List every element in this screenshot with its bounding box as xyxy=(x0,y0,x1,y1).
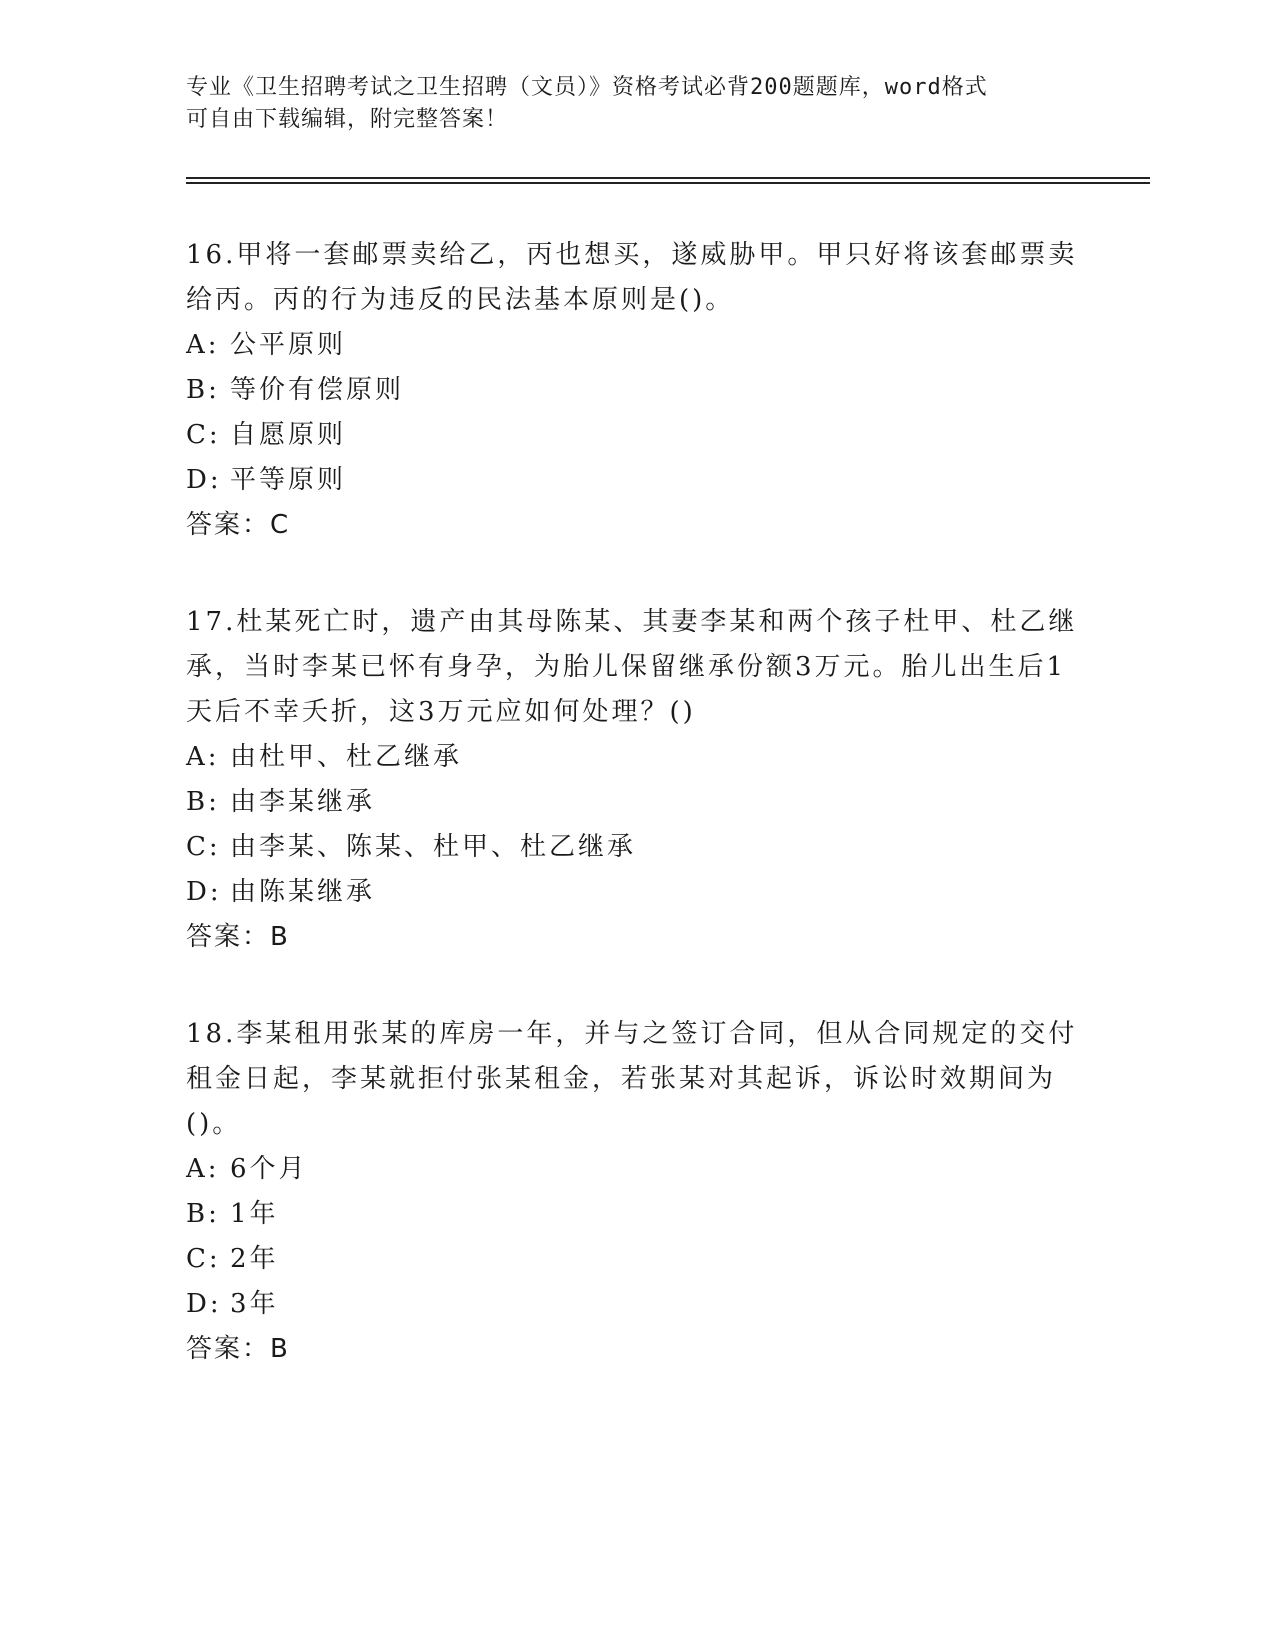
option-text: 等价有偿原则 xyxy=(230,375,405,405)
header-line-1: 专业《卫生招聘考试之卫生招聘（文员）》资格考试必背200题题库，word格式 xyxy=(186,75,988,100)
question-stem: 16.甲将一套邮票卖给乙，丙也想买，遂威胁甲。甲只好将该套邮票卖给丙。丙的行为违反的民法基本原则是()。 xyxy=(186,240,1078,315)
answer-label: 答案：B xyxy=(186,1334,290,1364)
answer-label: 答案：C xyxy=(186,510,291,540)
option-text: 公平原则 xyxy=(230,330,347,360)
option-text: 6个月 xyxy=(230,1154,308,1184)
question-stem: 18.李某租用张某的库房一年，并与之签订合同，但从合同规定的交付租金日起，李某就拒付张某租金，若张某对其起诉，诉讼时效期间为()。 xyxy=(186,1019,1078,1139)
option-text: 2年 xyxy=(230,1244,279,1274)
header-divider-top xyxy=(186,177,1150,179)
option-letter: A: xyxy=(186,1154,220,1184)
option-letter: A: xyxy=(186,330,220,360)
question-stem: 17.杜某死亡时，遗产由其母陈某、其妻李某和两个孩子杜甲、杜乙继承，当时李某已怀有身孕，为胎儿保留继承份额3万元。胎儿出生后1天后不幸夭折，这3万元应如何处理？() xyxy=(186,607,1078,727)
option-text: 由陈某继承 xyxy=(230,877,376,907)
option-b xyxy=(186,368,1086,413)
option-letter: A: xyxy=(186,742,220,772)
option-a xyxy=(186,735,1086,780)
question-16 xyxy=(186,233,1086,548)
option-a xyxy=(186,1147,1086,1192)
option-d xyxy=(186,1282,1086,1327)
option-letter: B: xyxy=(186,787,220,817)
option-d xyxy=(186,458,1086,503)
option-text: 自愿原则 xyxy=(230,420,347,450)
option-letter: C: xyxy=(186,1244,221,1274)
option-letter: B: xyxy=(186,1199,220,1229)
option-text: 3年 xyxy=(230,1289,279,1319)
header-line-2: 可自由下载编辑，附完整答案！ xyxy=(186,107,509,132)
answer-label: 答案：B xyxy=(186,922,290,952)
option-letter: C: xyxy=(186,832,221,862)
option-d xyxy=(186,870,1086,915)
option-letter: D: xyxy=(186,877,222,907)
option-b xyxy=(186,1192,1086,1237)
question-18 xyxy=(186,1012,1086,1372)
option-b xyxy=(186,780,1086,825)
option-text: 平等原则 xyxy=(230,465,347,495)
option-text: 由李某、陈某、杜甲、杜乙继承 xyxy=(230,832,637,862)
option-letter: C: xyxy=(186,420,221,450)
option-a xyxy=(186,323,1086,368)
option-text: 1年 xyxy=(230,1199,279,1229)
question-list xyxy=(186,233,1086,1424)
option-text: 由李某继承 xyxy=(230,787,376,817)
option-c xyxy=(186,1237,1086,1282)
document-header xyxy=(186,72,1066,136)
option-c xyxy=(186,825,1086,870)
option-letter: D: xyxy=(186,465,222,495)
option-letter: D: xyxy=(186,1289,222,1319)
question-17 xyxy=(186,600,1086,960)
option-c xyxy=(186,413,1086,458)
option-text: 由杜甲、杜乙继承 xyxy=(230,742,463,772)
option-letter: B: xyxy=(186,375,220,405)
header-divider-bottom xyxy=(186,182,1150,184)
